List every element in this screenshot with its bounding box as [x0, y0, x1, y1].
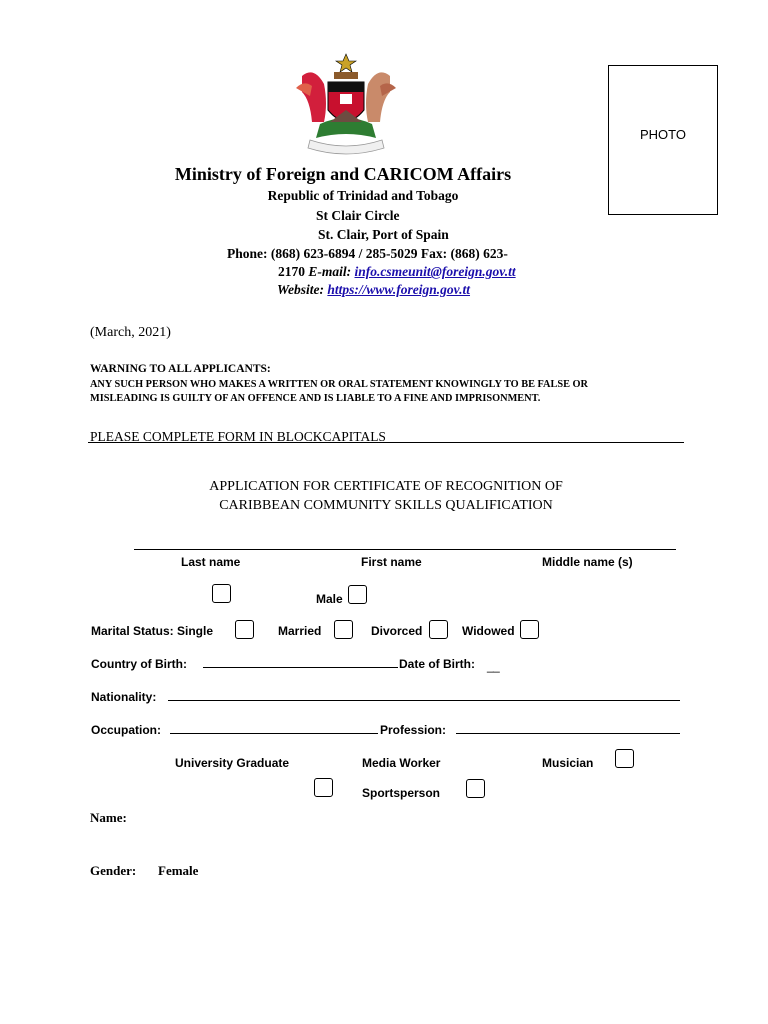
university-graduate-checkbox[interactable] [314, 778, 333, 797]
address-line-2: St. Clair, Port of Spain [318, 227, 449, 242]
gender-male-checkbox[interactable] [348, 585, 367, 604]
instruction-underline [88, 442, 684, 443]
fax-continuation: 2170 [278, 264, 305, 279]
website-line [277, 282, 470, 298]
male-label: Male [316, 592, 343, 606]
date-of-birth-field[interactable]: _ _ [487, 659, 498, 673]
middle-name-label: Middle name (s) [542, 555, 633, 569]
widowed-checkbox[interactable] [520, 620, 539, 639]
warning-line-1: ANY SUCH PERSON WHO MAKES A WRITTEN OR ORAL STATEMENT KNOWINGLY TO BE FALSE OR [90, 379, 588, 390]
first-name-label: First name [361, 555, 422, 569]
form-title-line-1: APPLICATION FOR CERTIFICATE OF RECOGNITION OF [209, 479, 563, 494]
website-label: Website: [277, 282, 324, 297]
email-label: E-mail: [308, 264, 352, 279]
single-checkbox[interactable] [235, 620, 254, 639]
email-link[interactable]: info.csmeunit@foreign.gov.tt [354, 264, 516, 279]
media-worker-checkbox[interactable] [466, 779, 485, 798]
nationality-label: Nationality: [91, 690, 157, 704]
married-label: Married [278, 624, 322, 638]
last-name-label: Last name [181, 555, 241, 569]
divorced-checkbox[interactable] [429, 620, 448, 639]
photo-label: PHOTO [640, 127, 686, 142]
occupation-label: Occupation: [91, 723, 162, 737]
university-graduate-label: University Graduate [175, 756, 290, 770]
marital-status-label: Marital Status: Single [91, 624, 214, 638]
ministry-title: Ministry of Foreign and CARICOM Affairs [174, 164, 512, 184]
block-capitals-instruction: PLEASE COMPLETE FORM IN BLOCKCAPITALS [90, 429, 386, 444]
gender-female-checkbox[interactable] [212, 584, 231, 603]
gender-label: Gender: [90, 863, 137, 878]
country-of-birth-field[interactable] [203, 667, 398, 668]
gender-value: Female [158, 863, 199, 878]
nationality-field[interactable] [168, 700, 680, 701]
coat-of-arms-emblem [290, 52, 402, 162]
republic-line: Republic of Trinidad and Tobago [267, 188, 459, 203]
warning-line-2: MISLEADING IS GUILTY OF AN OFFENCE AND IS LIABLE TO A FINE AND IMPRISONMENT. [90, 393, 541, 404]
name-entry-line[interactable] [134, 549, 676, 550]
profession-label: Profession: [380, 723, 447, 737]
name-label: Name: [90, 810, 127, 825]
date-of-birth-label: Date of Birth: [399, 657, 475, 671]
form-date: (March, 2021) [90, 325, 171, 340]
country-of-birth-label: Country of Birth: [91, 657, 187, 671]
profession-field[interactable] [456, 733, 680, 734]
website-link[interactable]: https://www.foreign.gov.tt [327, 282, 471, 297]
phone-line: Phone: (868) 623-6894 / 285-5029 Fax: (868) 623- [227, 246, 508, 261]
widowed-label: Widowed [462, 624, 515, 638]
media-worker-label: Media Worker [362, 756, 441, 770]
photo-box[interactable] [608, 65, 718, 215]
musician-checkbox[interactable] [615, 749, 634, 768]
address-line-1: St Clair Circle [316, 208, 400, 223]
occupation-field[interactable] [170, 733, 378, 734]
form-title-line-2: CARIBBEAN COMMUNITY SKILLS QUALIFICATION [219, 498, 553, 513]
sportsperson-label: Sportsperson [362, 786, 441, 800]
warning-title: WARNING TO ALL APPLICANTS: [90, 363, 271, 375]
married-checkbox[interactable] [334, 620, 353, 639]
musician-label: Musician [542, 756, 594, 770]
divorced-label: Divorced [371, 624, 423, 638]
phone-fax-line-2 [278, 264, 516, 280]
